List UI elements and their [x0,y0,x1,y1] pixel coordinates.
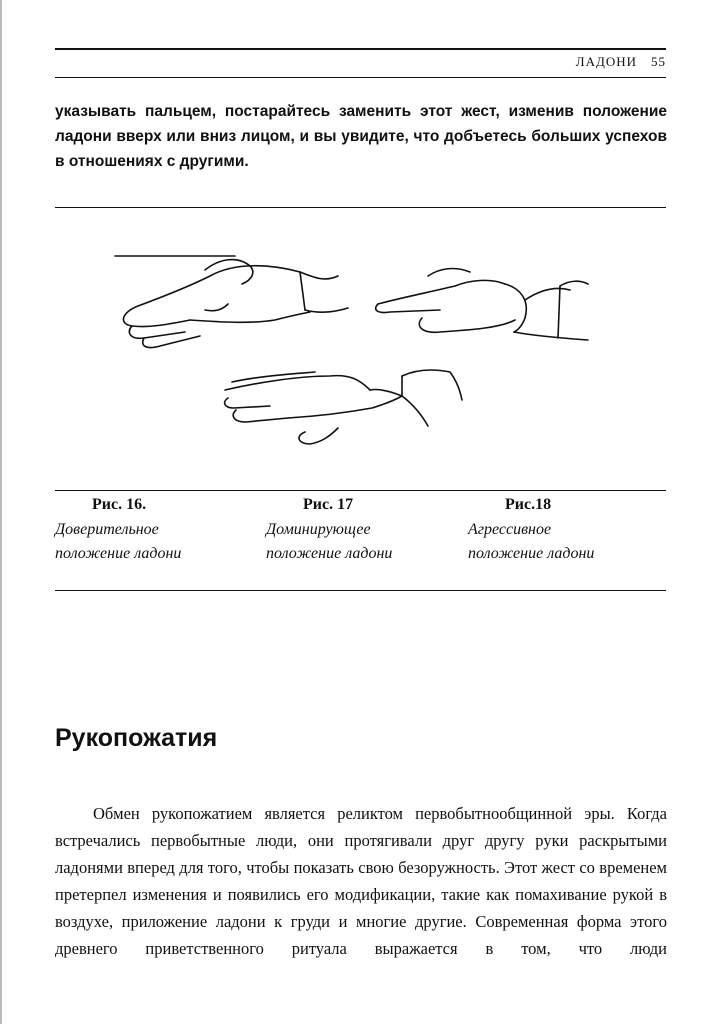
figure-description-line1: Доминирующее [266,521,371,538]
caption-rule-bottom [55,590,666,591]
caption-rule-top [55,490,666,491]
figure-description-line1: Доверительное [55,521,159,538]
figure-rule-top [55,207,666,208]
figure-number: Рис. 16. [92,496,147,513]
header-title: ЛАДОНИ [575,54,637,69]
pointing-hand-illustration [376,269,588,340]
running-header [576,54,666,70]
header-rule-bottom [55,77,666,78]
intro-paragraph: указывать пальцем, постарайтесь заменить этот жест, изменив положение ладони вверх или вниз лицом, и вы увидите, что добъетесь больших успехов в отношениях с другими. [55,103,667,170]
figure-caption-16 [55,496,282,566]
figure-description-line2: положение ладони [468,545,595,562]
figure-description-line1: Агрессивное [468,521,552,538]
hand-illustrations [110,240,590,470]
palm-down-hand-illustration [225,370,462,444]
body-paragraph: Обмен рукопожатием является реликтом первобытнообщинной эры. Когда встречались первобытные люди, они протягивали друг другу руки раскрытыми ладонями вперед для того, чтобы показать свою безоружность. Этот жест со временем претерпел изменения и появились его модификации, такие как помахивание рукой в воздухе, приложение ладони к груди и многие другие. Современная форма этого древнего приветственного ритуала выражается в том, что люди [55,804,667,958]
figure-caption-18 [468,496,695,566]
figure-caption-17 [266,496,493,566]
section-title: Рукопожатия [55,724,218,752]
header-rule-top [55,48,666,50]
figure-description-line2: положение ладони [55,545,182,562]
figure-number: Рис.18 [505,496,552,513]
figure-number: Рис. 17 [303,496,354,513]
palm-up-hand-illustration [115,256,348,348]
figure-description-line2: положение ладони [266,545,393,562]
page-number: 55 [651,54,666,69]
page-binding-edge [0,0,2,1024]
